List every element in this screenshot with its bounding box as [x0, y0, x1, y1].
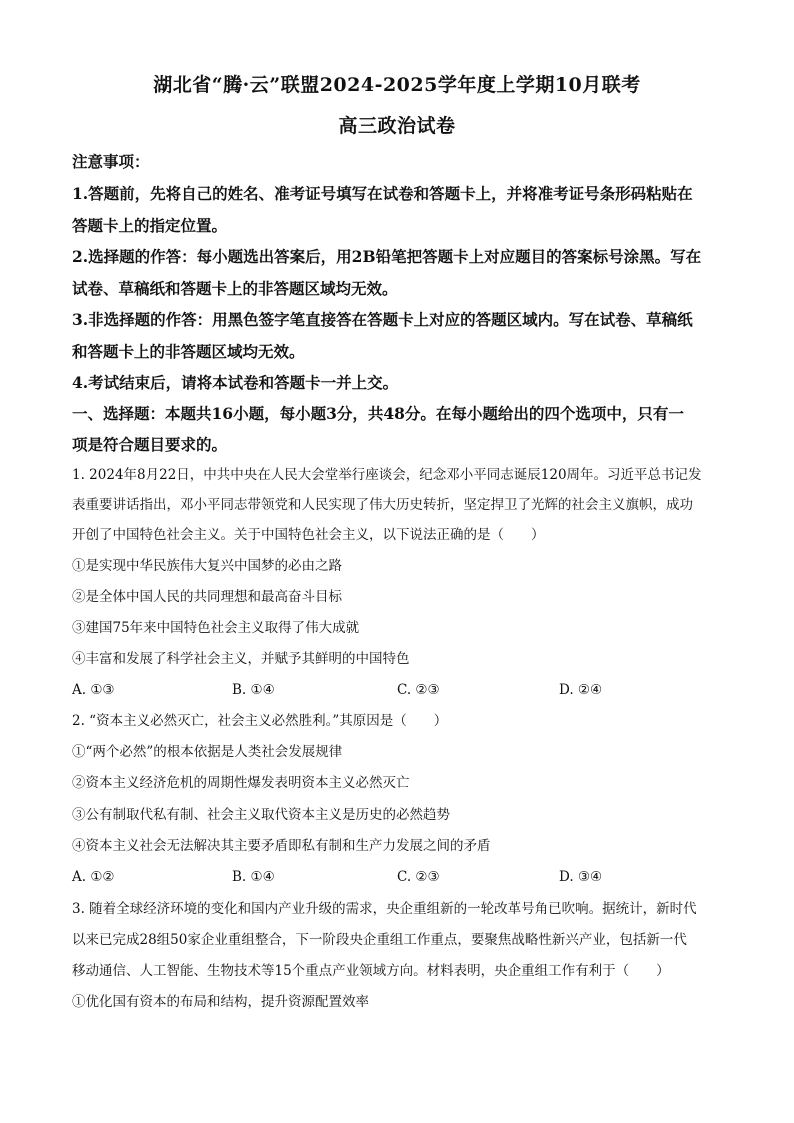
section-heading: 一、选择题：本题共16小题，每小题3分，共48分。在每小题给出的四个选项中，只有一 — [72, 404, 684, 423]
notice-heading: 注意事项： — [72, 152, 150, 171]
question-stem: 3. 随着全球经济环境的变化和国内产业升级的需求，央企重组新的一轮改革号角已吹响。据统计，新时代 — [72, 901, 697, 917]
question-stem: 1. 2024年8月22日，中共中央在人民大会堂举行座谈会，纪念邓小平同志诞辰120周年。习近平总书记发 — [72, 467, 702, 483]
option-b: B. ①④ — [232, 682, 275, 698]
question-item: ②是全体中国人民的共同理想和最高奋斗目标 — [72, 589, 342, 605]
option-d: D. ②④ — [559, 682, 603, 698]
question-stem: 移动通信、人工智能、生物技术等15个重点产业领域方向。材料表明，央企重组工作有利于（ ） — [72, 963, 670, 979]
exam-title: 湖北省“腾·云”联盟2024-2025学年度上学期10月联考 — [153, 74, 641, 96]
question-stem: 开创了中国特色社会主义。关于中国特色社会主义，以下说法正确的是（ ） — [72, 527, 545, 543]
section-heading: 项是符合题目要求的。 — [72, 435, 228, 454]
question-stem: 以来已完成28组50家企业重组整合，下一阶段央企重组工作重点，要聚焦战略性新兴产业，包括新一代 — [72, 932, 687, 948]
question-item: ③公有制取代私有制、社会主义取代资本主义是历史的必然趋势 — [72, 807, 450, 823]
notice-line: 2.选择题的作答：每小题选出答案后，用2B铅笔把答题卡上对应题目的答案标号涂黑。写在 — [72, 247, 702, 266]
question-item: ④丰富和发展了科学社会主义，并赋予其鲜明的中国特色 — [72, 651, 410, 667]
question-item: ④资本主义社会无法解决其主要矛盾即私有制和生产力发展之间的矛盾 — [72, 838, 491, 854]
option-a: A. ①③ — [72, 682, 115, 698]
question-stem: 2. “资本主义必然灭亡，社会主义必然胜利。”其原因是（ ） — [72, 713, 448, 729]
option-a: A. ①② — [72, 869, 115, 885]
question-item: ③建国75年来中国特色社会主义取得了伟大成就 — [72, 620, 360, 636]
notice-line: 1.答题前，先将自己的姓名、准考证号填写在试卷和答题卡上，并将准考证号条形码粘贴在 — [72, 184, 693, 203]
question-item: ①优化国有资本的布局和结构，提升资源配置效率 — [72, 994, 369, 1010]
notice-line: 和答题卡上的非答题区域均无效。 — [72, 342, 305, 361]
notice-line: 答题卡上的指定位置。 — [72, 216, 228, 235]
option-c: C. ②③ — [397, 869, 440, 885]
notice-line: 4.考试结束后，请将本试卷和答题卡一并上交。 — [72, 373, 399, 392]
option-d: D. ③④ — [559, 869, 603, 885]
question-stem: 表重要讲话指出，邓小平同志带领党和人民实现了伟大历史转折，坚定捍卫了光辉的社会主义旗帜，成功 — [72, 497, 693, 513]
question-item: ①“两个必然”的根本依据是人类社会发展规律 — [72, 744, 343, 760]
answer-options — [72, 862, 722, 893]
notice-line: 试卷、草稿纸和答题卡上的非答题区域均无效。 — [72, 279, 398, 298]
exam-subtitle: 高三政治试卷 — [338, 115, 456, 137]
option-b: B. ①④ — [232, 869, 275, 885]
question-item: ②资本主义经济危机的周期性爆发表明资本主义必然灭亡 — [72, 775, 410, 791]
answer-options — [72, 675, 722, 706]
notice-line: 3.非选择题的作答：用黑色签字笔直接答在答题卡上对应的答题区域内。写在试卷、草稿纸 — [72, 310, 693, 329]
question-item: ①是实现中华民族伟大复兴中国梦的必由之路 — [72, 558, 342, 574]
option-c: C. ②③ — [397, 682, 440, 698]
